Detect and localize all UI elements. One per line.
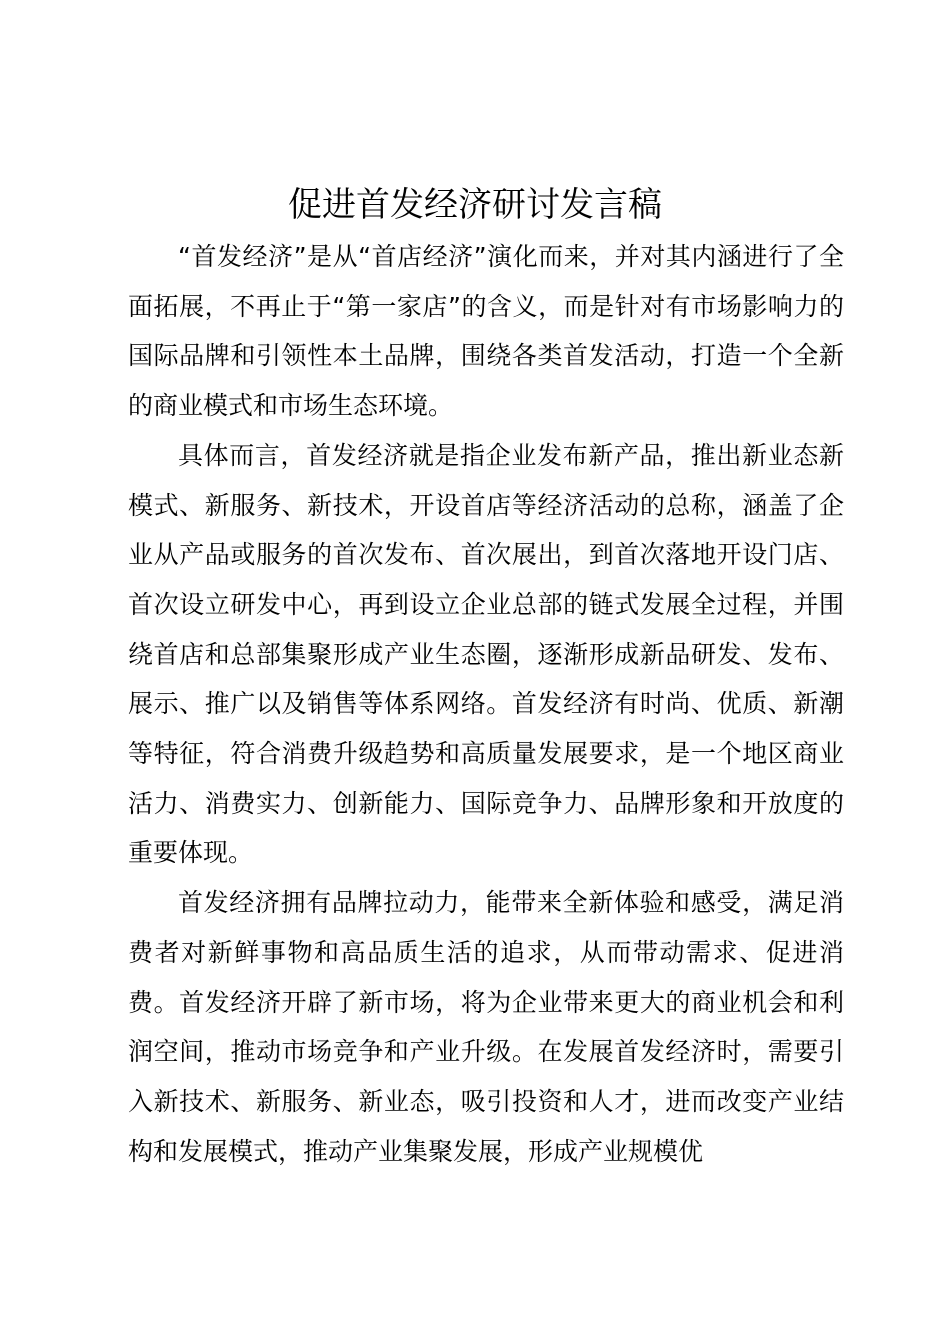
document-title: 促进首发经济研讨发言稿 (288, 185, 662, 225)
paragraph-2: 具体而言，首发经济就是指企业发布新产品，推出新业态新模式、新服务、新技术，开设首店等经济活动的总称，涵盖了企业从产品或服务的首次发布、首次展出，到首次落地开设门店、首次设立研发中心，再到设立企业总部的链式发展全过程，并围绕首店和总部集聚形成产业生态圈，逐渐形成新品研发、发布、展示、推广以及销售等体系网络。首发经济有时尚、优质、新潮等特征，符合消费升级趋势和高质量发展要求，是一个地区商业活力、消费实力、创新能力、国际竞争力、品牌形象和开放度的重要体现。 (128, 440, 844, 868)
paragraph-1: “首发经济”是从“首店经济”演化而来，并对其内涵进行了全面拓展，不再止于“第一家店”的含义，而是针对有市场影响力的国际品牌和引领性本土品牌，围绕各类首发活动，打造一个全新的商业模式和市场生态环境。 (128, 242, 844, 421)
document-body (128, 232, 844, 1176)
paragraph-3: 首发经济拥有品牌拉动力，能带来全新体验和感受，满足消费者对新鲜事物和高品质生活的追求，从而带动需求、促进消费。首发经济开辟了新市场，将为企业带来更大的商业机会和利润空间，推动市场竞争和产业升级。在发展首发经济时，需要引入新技术、新服务、新业态，吸引投资和人才，进而改变产业结构和发展模式，推动产业集聚发展，形成产业规模优 (128, 888, 844, 1166)
